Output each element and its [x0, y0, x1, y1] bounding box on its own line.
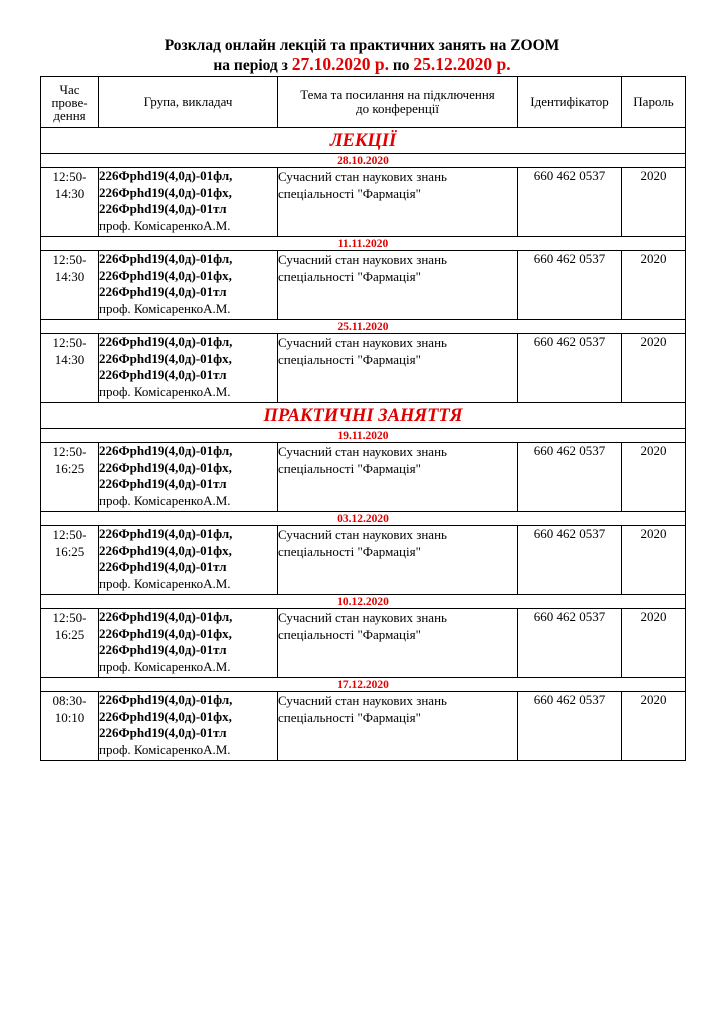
- column-header-ident: Ідентифікатор: [518, 77, 622, 128]
- date-row: [41, 678, 686, 692]
- group-code: 226Фрhd19(4,0д)-01фл,: [99, 168, 233, 183]
- zoom-password: 2020: [622, 443, 686, 512]
- topic-cell: [278, 692, 518, 761]
- group-code: 226Фрhd19(4,0д)-01фх,: [99, 350, 232, 366]
- teacher-name: проф. КомісаренкоА.М.: [99, 383, 231, 399]
- session-time: [41, 526, 99, 595]
- zoom-identifier: 660 462 0537: [518, 526, 622, 595]
- topic-line-2: спеціальності "Фармація": [278, 461, 421, 476]
- time-end: 14:30: [54, 352, 85, 367]
- group-code: 226Фрhd19(4,0д)-01тл: [99, 725, 227, 740]
- date-row: [41, 429, 686, 443]
- column-header-time-line-1: Час: [59, 81, 80, 97]
- session-row: [41, 168, 686, 237]
- teacher-name: проф. КомісаренкоА.М.: [99, 300, 231, 316]
- group-teacher-cell: [99, 251, 278, 320]
- date-row: [41, 237, 686, 251]
- time-end: 16:25: [54, 544, 85, 559]
- group-code: 226Фрhd19(4,0д)-01фх,: [99, 267, 232, 283]
- topic-line-2: спеціальності "Фармація": [278, 186, 421, 201]
- column-header-topic: [278, 77, 518, 128]
- date-row: [41, 512, 686, 526]
- group-code: 226Фрhd19(4,0д)-01фл,: [99, 334, 233, 349]
- zoom-password: 2020: [622, 692, 686, 761]
- group-code: 226Фрhd19(4,0д)-01фл,: [99, 443, 233, 458]
- zoom-identifier: 660 462 0537: [518, 692, 622, 761]
- title-period-line: [0, 55, 724, 75]
- time-start: 12:50-: [52, 610, 87, 625]
- zoom-identifier: 660 462 0537: [518, 251, 622, 320]
- zoom-identifier: 660 462 0537: [518, 443, 622, 512]
- session-row: [41, 692, 686, 761]
- zoom-password: 2020: [622, 526, 686, 595]
- session-time: [41, 251, 99, 320]
- topic-line-1: Сучасний стан наукових знань: [278, 444, 447, 459]
- section-title: ЛЕКЦІЇ: [41, 128, 686, 154]
- session-row: [41, 334, 686, 403]
- group-code: 226Фрhd19(4,0д)-01фх,: [99, 459, 232, 475]
- session-date: 03.12.2020: [41, 512, 686, 526]
- teacher-name: проф. КомісаренкоА.М.: [99, 658, 231, 674]
- time-start: 08:30-: [52, 693, 87, 708]
- time-start: 12:50-: [52, 252, 87, 267]
- zoom-password: 2020: [622, 168, 686, 237]
- topic-line-1: Сучасний стан наукових знань: [278, 527, 447, 542]
- zoom-password: 2020: [622, 251, 686, 320]
- topic-line-2: спеціальності "Фармація": [278, 269, 421, 284]
- group-code: 226Фрhd19(4,0д)-01фх,: [99, 625, 232, 641]
- group-teacher-cell: [99, 168, 278, 237]
- group-code: 226Фрhd19(4,0д)-01тл: [99, 476, 227, 491]
- group-code: 226Фрhd19(4,0д)-01тл: [99, 284, 227, 299]
- session-date: 25.11.2020: [41, 320, 686, 334]
- topic-line-2: спеціальності "Фармація": [278, 627, 421, 642]
- teacher-name: проф. КомісаренкоА.М.: [99, 575, 231, 591]
- topic-cell: [278, 334, 518, 403]
- zoom-identifier: 660 462 0537: [518, 609, 622, 678]
- group-code: 226Фрhd19(4,0д)-01тл: [99, 201, 227, 216]
- group-code: 226Фрhd19(4,0д)-01фл,: [99, 526, 233, 541]
- column-header-time: [41, 77, 99, 128]
- topic-line-1: Сучасний стан наукових знань: [278, 335, 447, 350]
- column-header-time-line-3: дення: [53, 107, 86, 123]
- time-end: 16:25: [54, 627, 85, 642]
- period-mid: по: [392, 57, 410, 74]
- section-row: [41, 128, 686, 154]
- group-teacher-cell: [99, 334, 278, 403]
- session-row: [41, 251, 686, 320]
- topic-cell: [278, 168, 518, 237]
- group-teacher-cell: [99, 443, 278, 512]
- topic-line-1: Сучасний стан наукових знань: [278, 169, 447, 184]
- group-code: 226Фрhd19(4,0д)-01фл,: [99, 692, 233, 707]
- topic-line-2: спеціальності "Фармація": [278, 352, 421, 367]
- time-end: 14:30: [54, 186, 85, 201]
- zoom-identifier: 660 462 0537: [518, 168, 622, 237]
- document-title: [0, 36, 724, 75]
- topic-line-1: Сучасний стан наукових знань: [278, 610, 447, 625]
- date-row: [41, 154, 686, 168]
- session-time: [41, 692, 99, 761]
- time-end: 10:10: [54, 710, 85, 725]
- group-code: 226Фрhd19(4,0д)-01тл: [99, 642, 227, 657]
- zoom-identifier: 660 462 0537: [518, 334, 622, 403]
- time-start: 12:50-: [52, 169, 87, 184]
- group-code: 226Фрhd19(4,0д)-01тл: [99, 559, 227, 574]
- session-row: [41, 443, 686, 512]
- topic-line-1: Сучасний стан наукових знань: [278, 252, 447, 267]
- period-to-date: 25.12.2020 р.: [413, 54, 511, 74]
- session-date: 28.10.2020: [41, 154, 686, 168]
- time-start: 12:50-: [52, 444, 87, 459]
- session-date: 11.11.2020: [41, 237, 686, 251]
- session-time: [41, 334, 99, 403]
- session-date: 10.12.2020: [41, 595, 686, 609]
- group-teacher-cell: [99, 692, 278, 761]
- header-row: [41, 77, 686, 128]
- topic-line-1: Сучасний стан наукових знань: [278, 693, 447, 708]
- session-time: [41, 609, 99, 678]
- session-time: [41, 443, 99, 512]
- session-date: 19.11.2020: [41, 429, 686, 443]
- schedule-body: [41, 128, 686, 761]
- section-title: ПРАКТИЧНІ ЗАНЯТТЯ: [41, 403, 686, 429]
- group-code: 226Фрhd19(4,0д)-01фх,: [99, 184, 232, 200]
- date-row: [41, 595, 686, 609]
- session-row: [41, 526, 686, 595]
- topic-cell: [278, 526, 518, 595]
- column-header-topic-line-2: до конференції: [355, 101, 440, 116]
- topic-cell: [278, 609, 518, 678]
- session-time: [41, 168, 99, 237]
- time-end: 16:25: [54, 461, 85, 476]
- teacher-name: проф. КомісаренкоА.М.: [99, 741, 231, 757]
- schedule-table: [40, 76, 686, 761]
- topic-line-2: спеціальності "Фармація": [278, 544, 421, 559]
- zoom-password: 2020: [622, 609, 686, 678]
- teacher-name: проф. КомісаренкоА.М.: [99, 217, 231, 233]
- group-code: 226Фрhd19(4,0д)-01тл: [99, 367, 227, 382]
- session-date: 17.12.2020: [41, 678, 686, 692]
- group-code: 226Фрhd19(4,0д)-01фл,: [99, 609, 233, 624]
- section-row: [41, 403, 686, 429]
- group-code: 226Фрhd19(4,0д)-01фх,: [99, 708, 232, 724]
- time-start: 12:50-: [52, 335, 87, 350]
- period-from-date: 27.10.2020 р.: [291, 54, 389, 74]
- date-row: [41, 320, 686, 334]
- session-row: [41, 609, 686, 678]
- time-end: 14:30: [54, 269, 85, 284]
- period-prefix: на період з: [213, 57, 288, 74]
- group-teacher-cell: [99, 526, 278, 595]
- column-header-time-line-2: прове-: [51, 94, 88, 110]
- topic-cell: [278, 443, 518, 512]
- topic-line-2: спеціальності "Фармація": [278, 710, 421, 725]
- column-header-topic-line-1: Тема та посилання на підключення: [300, 87, 495, 102]
- teacher-name: проф. КомісаренкоА.М.: [99, 492, 231, 508]
- zoom-password: 2020: [622, 334, 686, 403]
- group-teacher-cell: [99, 609, 278, 678]
- group-code: 226Фрhd19(4,0д)-01фл,: [99, 251, 233, 266]
- time-start: 12:50-: [52, 527, 87, 542]
- column-header-pass: Пароль: [622, 77, 686, 128]
- title-line-1: Розклад онлайн лекцій та практичних занять на ZOOM: [164, 37, 560, 54]
- column-header-group: Група, викладач: [99, 77, 278, 128]
- group-code: 226Фрhd19(4,0д)-01фх,: [99, 542, 232, 558]
- topic-cell: [278, 251, 518, 320]
